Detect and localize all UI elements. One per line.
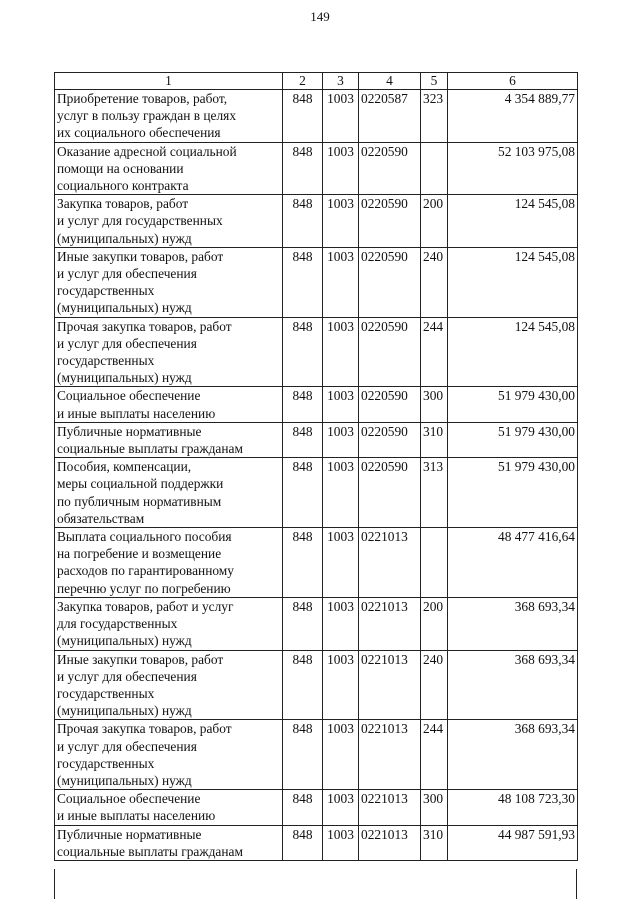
row-name-line: помощи на основании — [57, 160, 184, 176]
column-header-4: 4 — [359, 73, 421, 90]
row-name — [55, 422, 283, 457]
row-name-line: (муниципальных) нужд — [57, 230, 192, 246]
row-name — [55, 142, 283, 195]
table-row — [55, 90, 578, 143]
row-name-line: Оказание адресной социальной — [57, 143, 237, 159]
amount: 124 545,08 — [448, 247, 578, 317]
row-name-line: расходов по гарантированному — [57, 563, 234, 579]
target-article-code: 0221013 — [359, 528, 421, 598]
row-name-line: и услуг для обеспечения — [57, 738, 197, 754]
target-article-code: 0220590 — [359, 422, 421, 457]
amount: 124 545,08 — [448, 195, 578, 248]
target-article-code: 0220590 — [359, 317, 421, 387]
row-name-line: государственных — [57, 755, 155, 771]
target-article-code: 0220590 — [359, 458, 421, 528]
ministry-code: 848 — [283, 720, 323, 790]
table-row — [55, 528, 578, 598]
row-name-line: социального контракта — [57, 178, 189, 194]
expense-type-code: 240 — [421, 247, 448, 317]
row-name-line: и услуг для обеспечения — [57, 668, 197, 684]
expense-type-code: 240 — [421, 650, 448, 720]
expense-type-code: 310 — [421, 422, 448, 457]
row-name-line: меры социальной поддержки — [57, 476, 224, 492]
ministry-code: 848 — [283, 387, 323, 422]
row-name-line: Закупка товаров, работ — [57, 196, 189, 212]
amount: 4 354 889,77 — [448, 90, 578, 143]
expense-type-code: 300 — [421, 790, 448, 825]
row-name — [55, 650, 283, 720]
row-name-line: социальные выплаты гражданам — [57, 843, 243, 859]
amount: 48 108 723,30 — [448, 790, 578, 825]
row-name-line: социальные выплаты гражданам — [57, 441, 243, 457]
row-name-line: Иные закупки товаров, работ — [57, 248, 224, 264]
row-name — [55, 597, 283, 650]
section-code: 1003 — [323, 458, 359, 528]
column-header-3: 3 — [323, 73, 359, 90]
section-code: 1003 — [323, 597, 359, 650]
ministry-code: 848 — [283, 825, 323, 860]
row-name — [55, 720, 283, 790]
amount: 51 979 430,00 — [448, 422, 578, 457]
row-name-line: обязательствам — [57, 510, 145, 526]
table-row — [55, 195, 578, 248]
row-name-line: Социальное обеспечение — [57, 791, 201, 807]
section-code: 1003 — [323, 720, 359, 790]
amount: 368 693,34 — [448, 720, 578, 790]
budget-table — [54, 72, 578, 861]
expense-type-code: 313 — [421, 458, 448, 528]
section-code: 1003 — [323, 790, 359, 825]
table-row — [55, 790, 578, 825]
expense-type-code — [421, 528, 448, 598]
row-name-line: Публичные нормативные — [57, 826, 202, 842]
table-row — [55, 825, 578, 860]
table-body — [55, 90, 578, 861]
ministry-code: 848 — [283, 195, 323, 248]
row-name-line: Прочая закупка товаров, работ — [57, 318, 232, 334]
row-name — [55, 195, 283, 248]
target-article-code: 0221013 — [359, 597, 421, 650]
ministry-code: 848 — [283, 422, 323, 457]
expense-type-code: 300 — [421, 387, 448, 422]
row-name-line: Прочая закупка товаров, работ — [57, 721, 232, 737]
row-name — [55, 247, 283, 317]
target-article-code: 0221013 — [359, 825, 421, 860]
expense-type-code: 200 — [421, 597, 448, 650]
amount: 368 693,34 — [448, 597, 578, 650]
page-number: 149 — [310, 9, 330, 24]
section-code: 1003 — [323, 422, 359, 457]
table-row — [55, 317, 578, 387]
row-name-line: Выплата социального пособия — [57, 529, 232, 545]
table-row — [55, 142, 578, 195]
row-name-line: (муниципальных) нужд — [57, 772, 192, 788]
section-code: 1003 — [323, 195, 359, 248]
ministry-code: 848 — [283, 790, 323, 825]
row-name — [55, 387, 283, 422]
row-name-line: (муниципальных) нужд — [57, 703, 192, 719]
row-name-line: перечню услуг по погребению — [57, 580, 231, 596]
table-row — [55, 720, 578, 790]
section-code: 1003 — [323, 650, 359, 720]
amount: 51 979 430,00 — [448, 387, 578, 422]
row-name-line: Социальное обеспечение — [57, 388, 201, 404]
target-article-code: 0221013 — [359, 790, 421, 825]
row-name-line: и услуг для обеспечения — [57, 266, 197, 282]
target-article-code: 0220587 — [359, 90, 421, 143]
row-name-line: Закупка товаров, работ и услуг — [57, 598, 234, 614]
table-continuation-left — [54, 869, 55, 899]
row-name-line: (муниципальных) нужд — [57, 633, 192, 649]
section-code: 1003 — [323, 90, 359, 143]
amount: 48 477 416,64 — [448, 528, 578, 598]
table-row — [55, 422, 578, 457]
row-name-line: и услуг для обеспечения — [57, 335, 197, 351]
row-name-line: (муниципальных) нужд — [57, 370, 192, 386]
ministry-code: 848 — [283, 142, 323, 195]
ministry-code: 848 — [283, 650, 323, 720]
column-header-5: 5 — [421, 73, 448, 90]
row-name-line: на погребение и возмещение — [57, 546, 222, 562]
amount: 44 987 591,93 — [448, 825, 578, 860]
amount: 124 545,08 — [448, 317, 578, 387]
ministry-code: 848 — [283, 90, 323, 143]
column-header-2: 2 — [283, 73, 323, 90]
section-code: 1003 — [323, 142, 359, 195]
target-article-code: 0220590 — [359, 247, 421, 317]
row-name-line: Приобретение товаров, работ, — [57, 91, 228, 106]
row-name-line: государственных — [57, 353, 155, 369]
target-article-code: 0221013 — [359, 720, 421, 790]
expense-type-code: 323 — [421, 90, 448, 143]
row-name-line: и иные выплаты населению — [57, 808, 216, 824]
section-code: 1003 — [323, 247, 359, 317]
expense-type-code: 200 — [421, 195, 448, 248]
row-name-line: Пособия, компенсации, — [57, 459, 192, 475]
row-name-line: по публичным нормативным — [57, 493, 222, 509]
row-name-line: государственных — [57, 283, 155, 299]
ministry-code: 848 — [283, 528, 323, 598]
row-name — [55, 317, 283, 387]
row-name — [55, 90, 283, 143]
row-name — [55, 790, 283, 825]
row-name — [55, 528, 283, 598]
table-row — [55, 650, 578, 720]
target-article-code: 0220590 — [359, 387, 421, 422]
row-name-line: для государственных — [57, 616, 178, 632]
table-row — [55, 247, 578, 317]
table-row — [55, 387, 578, 422]
row-name — [55, 458, 283, 528]
expense-type-code: 244 — [421, 720, 448, 790]
ministry-code: 848 — [283, 317, 323, 387]
row-name-line: (муниципальных) нужд — [57, 300, 192, 316]
expense-type-code — [421, 142, 448, 195]
section-code: 1003 — [323, 528, 359, 598]
table-row — [55, 597, 578, 650]
row-name-line: и иные выплаты населению — [57, 405, 216, 421]
table-row — [55, 458, 578, 528]
table-continuation-right — [576, 869, 577, 899]
row-name-line: и услуг для государственных — [57, 213, 223, 229]
expense-type-code: 244 — [421, 317, 448, 387]
ministry-code: 848 — [283, 247, 323, 317]
section-code: 1003 — [323, 825, 359, 860]
amount: 368 693,34 — [448, 650, 578, 720]
row-name-line: Иные закупки товаров, работ — [57, 651, 224, 667]
target-article-code: 0220590 — [359, 195, 421, 248]
row-name-line: Публичные нормативные — [57, 423, 202, 439]
amount: 52 103 975,08 — [448, 142, 578, 195]
ministry-code: 848 — [283, 597, 323, 650]
expense-type-code: 310 — [421, 825, 448, 860]
row-name-line: государственных — [57, 685, 155, 701]
row-name-line: их социального обеспечения — [57, 125, 221, 141]
row-name-line: услуг в пользу граждан в целях — [57, 108, 237, 124]
section-code: 1003 — [323, 317, 359, 387]
column-header-6: 6 — [448, 73, 578, 90]
table-header-row — [55, 73, 578, 90]
amount: 51 979 430,00 — [448, 458, 578, 528]
row-name — [55, 825, 283, 860]
column-header-1: 1 — [55, 73, 283, 90]
section-code: 1003 — [323, 387, 359, 422]
target-article-code: 0221013 — [359, 650, 421, 720]
target-article-code: 0220590 — [359, 142, 421, 195]
ministry-code: 848 — [283, 458, 323, 528]
